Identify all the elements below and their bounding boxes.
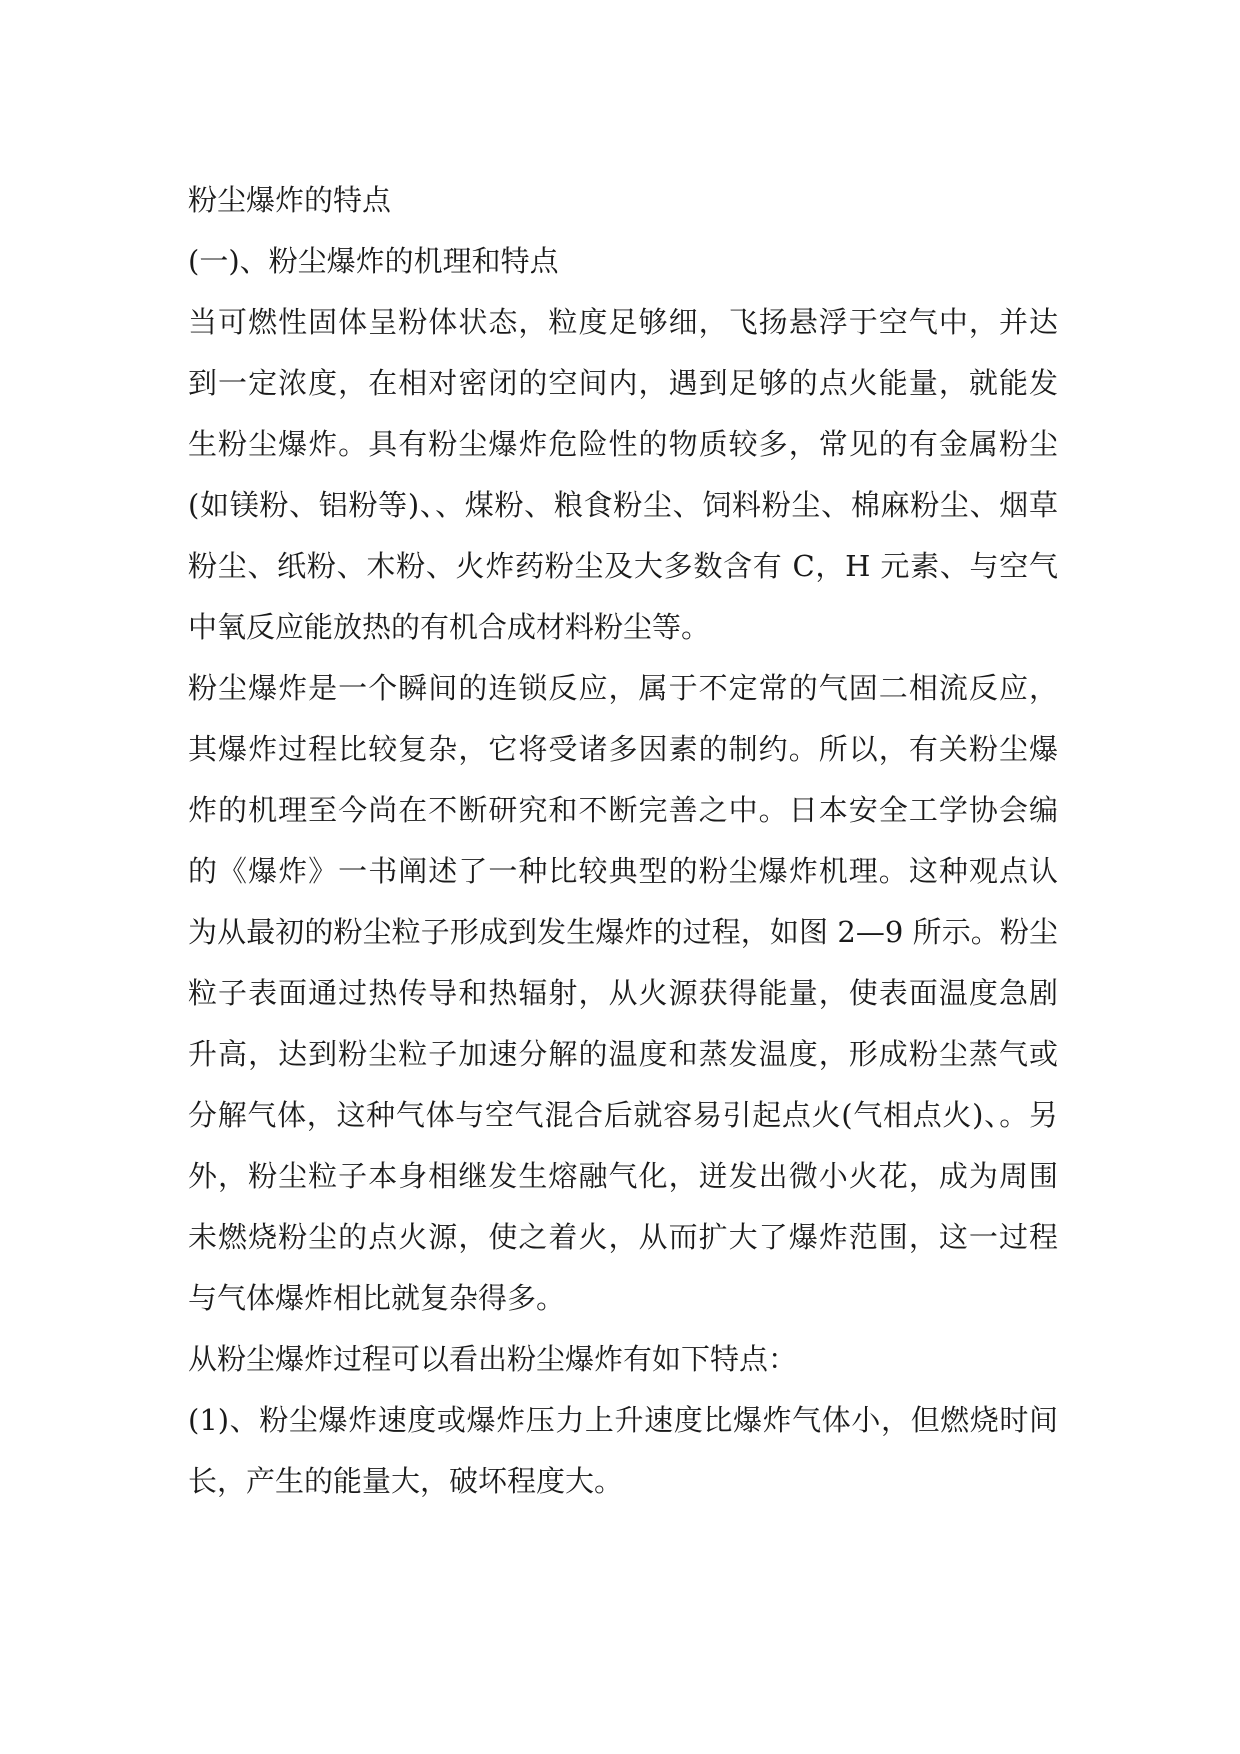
paragraph-line: 当可燃性固体呈粉体状态，粒度足够细，飞扬悬浮于空气中，并达	[188, 305, 1058, 339]
paragraph-line: 为从最初的粉尘粒子形成到发生爆炸的过程，如图 2—9 所示。粉尘	[188, 915, 1058, 949]
paragraph-line: 炸的机理至今尚在不断研究和不断完善之中。日本安全工学协会编	[188, 793, 1058, 827]
paragraph-line: 未燃烧粉尘的点火源，使之着火，从而扩大了爆炸范围，这一过程	[188, 1220, 1058, 1254]
paragraph-features-intro: 从粉尘爆炸过程可以看出粉尘爆炸有如下特点：	[188, 1342, 798, 1376]
document-title: 粉尘爆炸的特点	[188, 183, 392, 217]
paragraph-line: 分解气体，这种气体与空气混合后就容易引起点火(气相点火)、。另	[188, 1098, 1058, 1132]
paragraph-explosion-process	[188, 658, 1058, 1329]
paragraph-mechanism-intro	[188, 292, 1058, 658]
paragraph-line: 粉尘、纸粉、木粉、火炸药粉尘及大多数含有 C，H 元素、与空气	[188, 549, 1058, 583]
paragraph-line: 生粉尘爆炸。具有粉尘爆炸危险性的物质较多，常见的有金属粉尘	[188, 427, 1058, 461]
paragraph-line: 其爆炸过程比较复杂，它将受诸多因素的制约。所以，有关粉尘爆	[188, 732, 1058, 766]
paragraph-line: (如镁粉、铝粉等)、、煤粉、粮食粉尘、饲料粉尘、棉麻粉尘、烟草	[188, 488, 1058, 522]
paragraph-feature-1	[188, 1390, 1058, 1512]
paragraph-line: 升高，达到粉尘粒子加速分解的温度和蒸发温度，形成粉尘蒸气或	[188, 1037, 1058, 1071]
paragraph-line: 到一定浓度，在相对密闭的空间内，遇到足够的点火能量，就能发	[188, 366, 1058, 400]
section-heading: (一)、粉尘爆炸的机理和特点	[188, 244, 559, 278]
paragraph-line: 与气体爆炸相比就复杂得多。	[188, 1281, 566, 1315]
paragraph-line: (1)、粉尘爆炸速度或爆炸压力上升速度比爆炸气体小，但燃烧时间	[188, 1403, 1058, 1437]
paragraph-line: 中氧反应能放热的有机合成材料粉尘等。	[188, 610, 711, 644]
paragraph-line: 外，粉尘粒子本身相继发生熔融气化，迸发出微小火花，成为周围	[188, 1159, 1058, 1193]
paragraph-line: 粉尘爆炸是一个瞬间的连锁反应，属于不定常的气固二相流反应，	[188, 671, 1058, 705]
document-body	[188, 170, 1058, 1512]
paragraph-line: 粒子表面通过热传导和热辐射，从火源获得能量，使表面温度急剧	[188, 976, 1058, 1010]
paragraph-line: 的《爆炸》一书阐述了一种比较典型的粉尘爆炸机理。这种观点认	[188, 854, 1058, 888]
paragraph-line: 长，产生的能量大，破坏程度大。	[188, 1464, 624, 1498]
